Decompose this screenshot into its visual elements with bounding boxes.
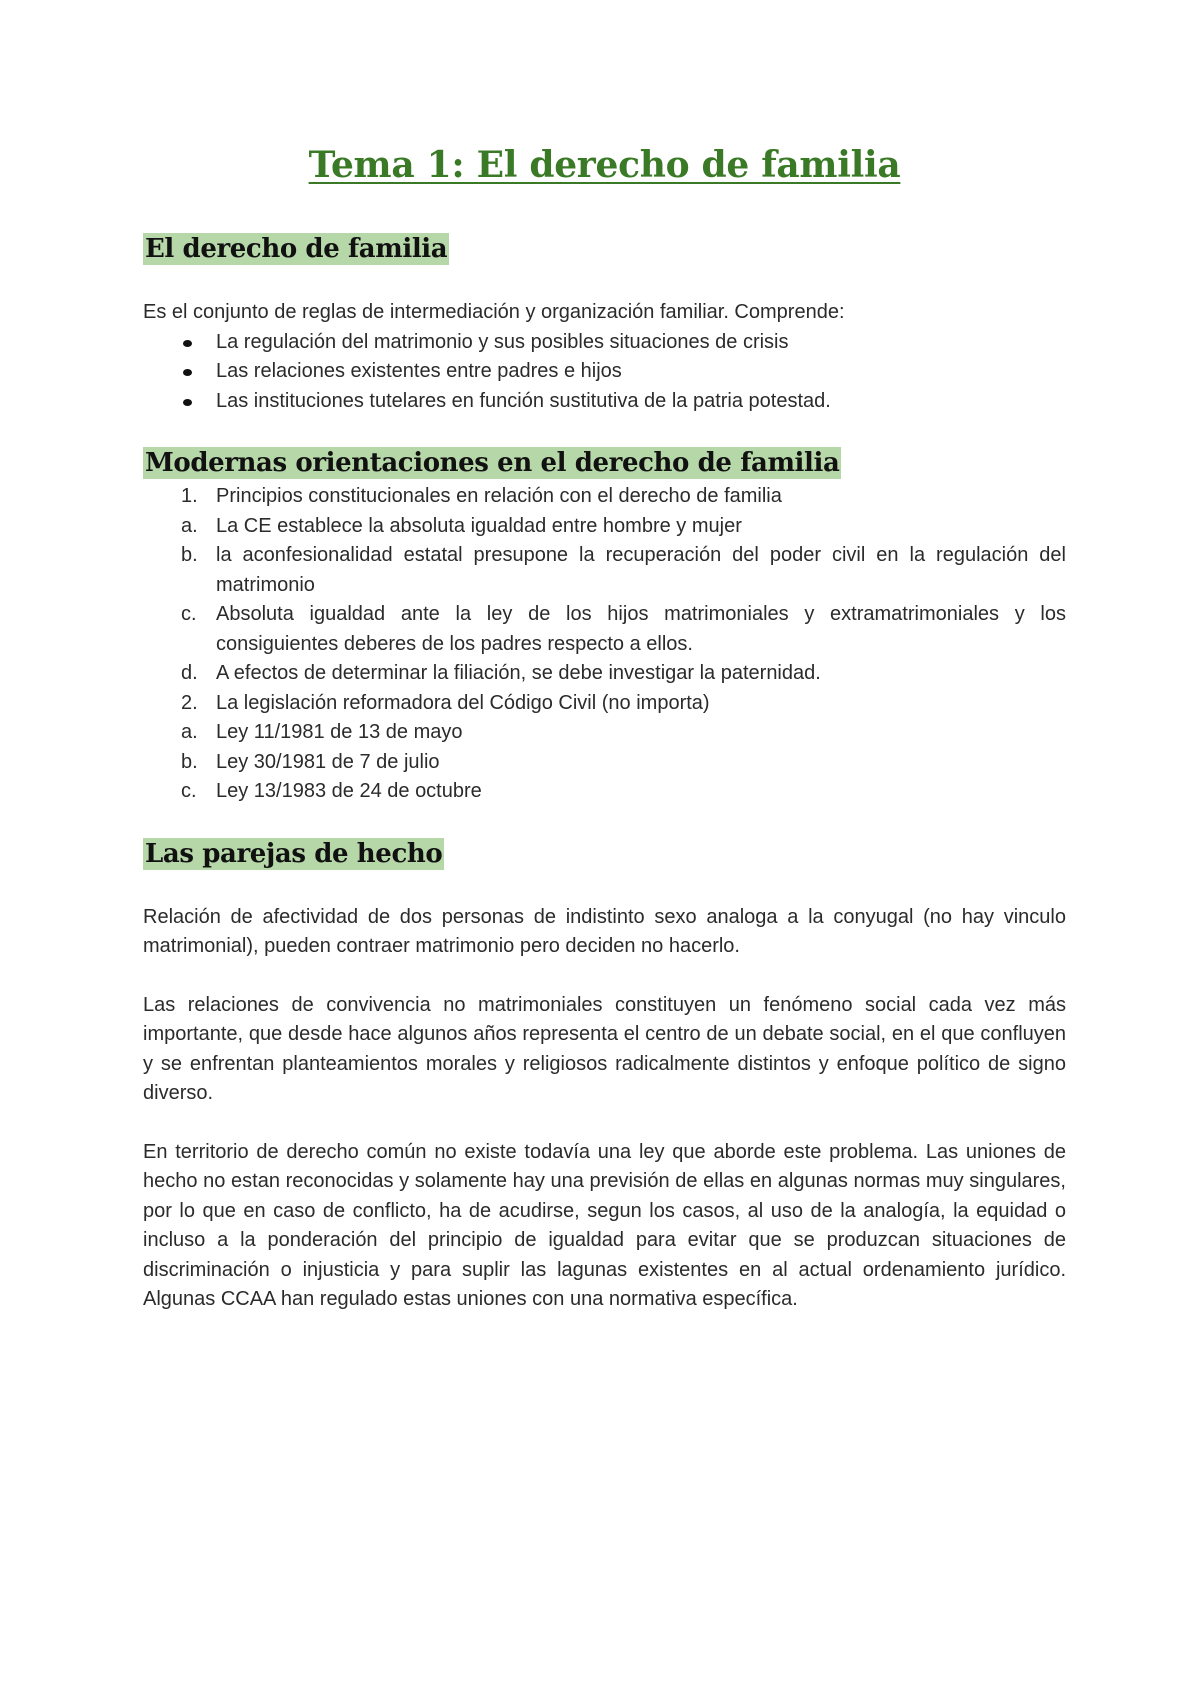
bullet-text: Las instituciones tutelares en función sustitutiva de la patria potestad.: [216, 389, 831, 412]
section-heading-text: Las parejas de hecho: [145, 838, 443, 869]
section2-numbered-list: [143, 482, 1066, 512]
sub-item: [143, 541, 1066, 600]
list-number: 1.: [181, 485, 198, 507]
section2-sublist-2: [143, 718, 1066, 807]
sub-item: [143, 748, 1066, 778]
numbered-item: [143, 482, 1066, 512]
numbered-item-text: Principios constitucionales en relación con el derecho de familia: [216, 485, 782, 507]
document-title: Tema 1: El derecho de familia: [308, 144, 901, 186]
sub-item-letter: a.: [181, 514, 198, 537]
section3-paragraph: Las relaciones de convivencia no matrimoniales constituyen un fenómeno social cada vez más importante, que desde hace algunos años representa el centro de un debate social, en el que confluyen y se enfrentan planteamientos morales y religiosos radicalmente distintos y enfoque político de signo diverso.: [143, 993, 1066, 1104]
sub-item-text: La CE establece la absoluta igualdad entre hombre y mujer: [216, 514, 742, 537]
sub-item-letter: d.: [181, 662, 198, 684]
sub-item-letter: c.: [181, 603, 197, 625]
bullet-item: [143, 328, 1066, 358]
document-page: [143, 140, 1066, 1315]
sub-item-text: Absoluta igualdad ante la ley de los hijos matrimoniales y extramatrimoniales y los consiguientes deberes de los padres respecto a ellos.: [216, 603, 1066, 655]
section2-numbered-list: [143, 689, 1066, 719]
section2-sublist-1: [143, 512, 1066, 689]
sub-item-text: A efectos de determinar la filiación, se debe investigar la paternidad.: [216, 662, 821, 684]
sub-item: [143, 659, 1066, 689]
sub-item: [143, 600, 1066, 659]
section3-paragraph: Relación de afectividad de dos personas de indistinto sexo analoga a la conyugal (no hay vinculo matrimonial), pueden contraer matrimonio pero deciden no hacerlo.: [143, 905, 1066, 957]
section-heading-derecho-familia: [143, 230, 1066, 268]
sub-item-letter: b.: [181, 544, 198, 566]
bullet-item: [143, 387, 1066, 417]
sub-item-text: Ley 11/1981 de 13 de mayo: [216, 721, 463, 743]
section-heading-text: El derecho de familia: [145, 234, 448, 264]
list-number: 2.: [181, 691, 198, 714]
section-heading-parejas-hecho: [143, 835, 1066, 873]
section3-paragraph: En territorio de derecho común no existe todavía una ley que aborde este problema. Las uniones de hecho no estan reconocidas y solamente hay una previsión de ellas en algunas normas muy singulares, por lo que en caso de conflicto, ha de acudirse, segun los casos, al uso de la analogía, la equidad o incluso a la ponderación del principio de igualdad para evitar que se produzcan situaciones de discriminación o injusticia y para suplir las lagunas existentes en al actual ordenamiento jurídico. Algunas CCAA han regulado estas uniones con una normativa específica.: [143, 1140, 1066, 1310]
numbered-item: [143, 689, 1066, 719]
bullet-text: Las relaciones existentes entre padres e hijos: [216, 360, 622, 382]
sub-item: [143, 777, 1066, 807]
section1-bullet-list: [143, 328, 1066, 417]
bullet-text: La regulación del matrimonio y sus posibles situaciones de crisis: [216, 330, 789, 353]
sub-item: [143, 718, 1066, 748]
sub-item-letter: a.: [181, 721, 198, 743]
sub-item-text: Ley 30/1981 de 7 de julio: [216, 750, 440, 773]
sub-item-text: Ley 13/1983 de 24 de octubre: [216, 780, 482, 802]
section-heading-text: Modernas orientaciones en el derecho de familia: [145, 448, 840, 478]
section1-intro-paragraph: Es el conjunto de reglas de intermediación y organización familiar. Comprende:: [143, 301, 845, 323]
section-heading-modernas-orientaciones: [143, 444, 1066, 482]
bullet-icon: [183, 340, 192, 347]
bullet-icon: [183, 399, 192, 406]
sub-item-letter: c.: [181, 780, 197, 802]
sub-item: [143, 512, 1066, 542]
bullet-icon: [183, 369, 192, 376]
numbered-item-text: La legislación reformadora del Código Civil (no importa): [216, 691, 710, 714]
sub-item-text: la aconfesionalidad estatal presupone la recuperación del poder civil en la regulación del matrimonio: [216, 544, 1066, 596]
sub-item-letter: b.: [181, 750, 198, 773]
bullet-item: [143, 357, 1066, 387]
